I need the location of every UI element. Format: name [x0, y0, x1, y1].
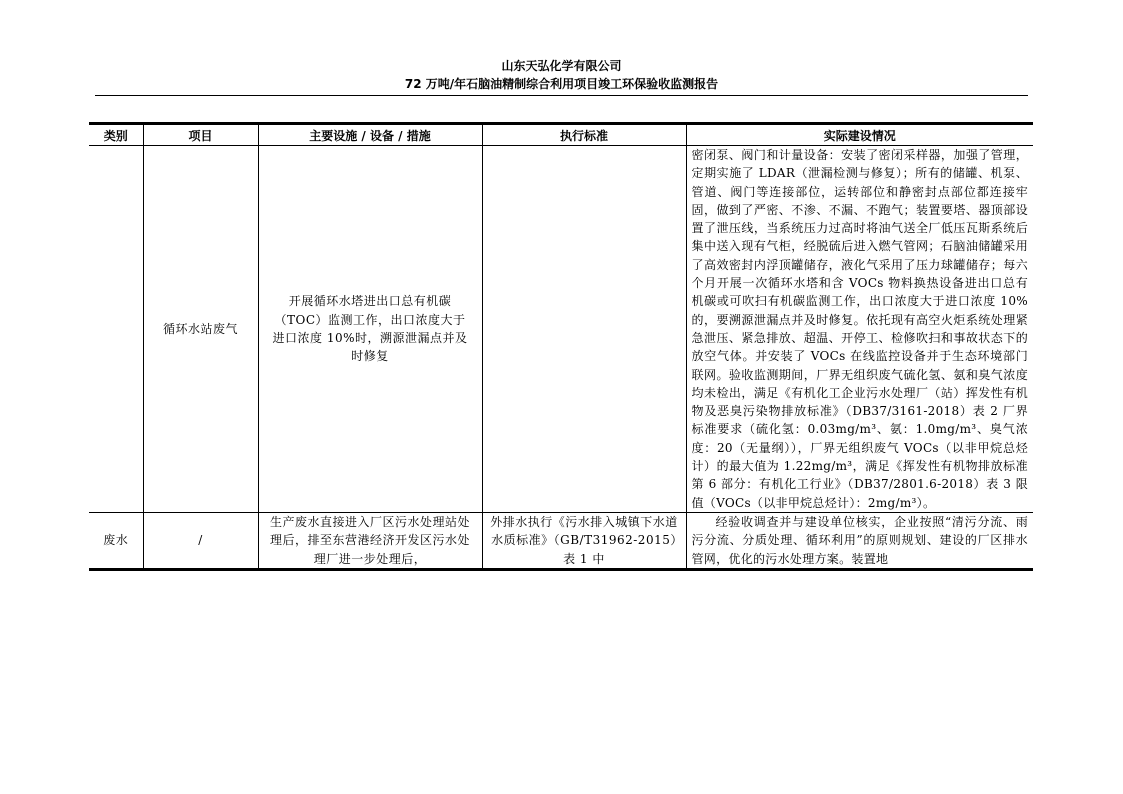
cell-actual: 密闭泵、阀门和计量设备：安装了密闭采样器，加强了管理，定期实施了 LDAR（泄漏检测与修复）；所有的储罐、机泵、管道、阀门等连接部位，运转部位和静密封点部位都连接牢固，做到了严密、不渗、不漏、不跑气；装置要塔、器顶部设置了泄压线，当系统压力过高时将油气送全厂低压瓦斯系统后集中送入现有气柜，经脱硫后进入燃气管网；石脑油储罐采用了高效密封内浮顶罐储存，液化气采用了压力球罐储存；每六个月开展一次循环水塔和含 VOCs 物料换热设备进出口总有机碳或可吹扫有机碳监测工作，出口浓度大于进口浓度 10%的，要溯源泄漏点并及时修复。依托现有高空火炬系统处理紧急泄压、紧急排放、超温、开停工、检修吹扫和事故状态下的放空气体。并安装了 VOCs 在线监控设备并于生态环境部门联网。验收监测期间，厂界无组织废气硫化氢、氨和臭气浓度均未检出，满足《有机化工企业污水处理厂（站）挥发性有机物及恶臭污染物排放标准》（DB37/3161-2018）表 2 厂界标准要求（硫化氢：0.03mg/m³、氨：1.0mg/m³、臭气浓度：20（无量纲）），厂界无组织废气 VOCs（以非甲烷总烃计）的最大值为 1.22mg/m³，满足《挥发性有机物排放标准第 6 部分：有机化工行业》（DB37/2801.6-2018）表 3 限值（VOCs（以非甲烷总烃计）：2mg/m³）。	[686, 146, 1033, 513]
report-header	[95, 58, 1028, 92]
company-name: 山东天弘化学有限公司	[501, 59, 622, 73]
cell-actual: 经验收调查并与建设单位核实，企业按照“清污分流、雨污分流、分质处理、循环利用”的原则规划、建设的厂区排水管网，优化的污水处理方案。装置地	[686, 512, 1033, 567]
table-row	[89, 146, 1033, 513]
cell-item: /	[143, 512, 258, 567]
report-title: 72 万吨/年石脑油精制综合利用项目竣工环保验收监测报告	[404, 77, 719, 91]
column-header-standard: 执行标准	[482, 124, 686, 146]
cell-item: 循环水站废气	[143, 146, 258, 513]
cell-standard: 外排水执行《污水排入城镇下水道水质标准》（GB/T31962-2015）表 1 中	[482, 512, 686, 567]
cell-category: 废水	[89, 512, 143, 567]
column-header-measures: 主要设施 / 设备 / 措施	[258, 124, 482, 146]
column-header-category: 类别	[89, 124, 143, 146]
table-header-row	[89, 124, 1033, 146]
construction-status-table	[89, 122, 1033, 568]
cell-standard	[482, 146, 686, 513]
cell-measures: 开展循环水塔进出口总有机碳（TOC）监测工作，出口浓度大于进口浓度 10%时，溯源泄漏点并及时修复	[258, 146, 482, 513]
cell-measures: 生产废水直接进入厂区污水处理站处理后，排至东营港经济开发区污水处理厂进一步处理后，	[258, 512, 482, 567]
column-header-actual: 实际建设情况	[686, 124, 1033, 146]
table-bottom-rule	[89, 568, 1033, 571]
column-header-item: 项目	[143, 124, 258, 146]
table-row	[89, 512, 1033, 567]
cell-category	[89, 146, 143, 513]
header-divider	[95, 95, 1028, 96]
